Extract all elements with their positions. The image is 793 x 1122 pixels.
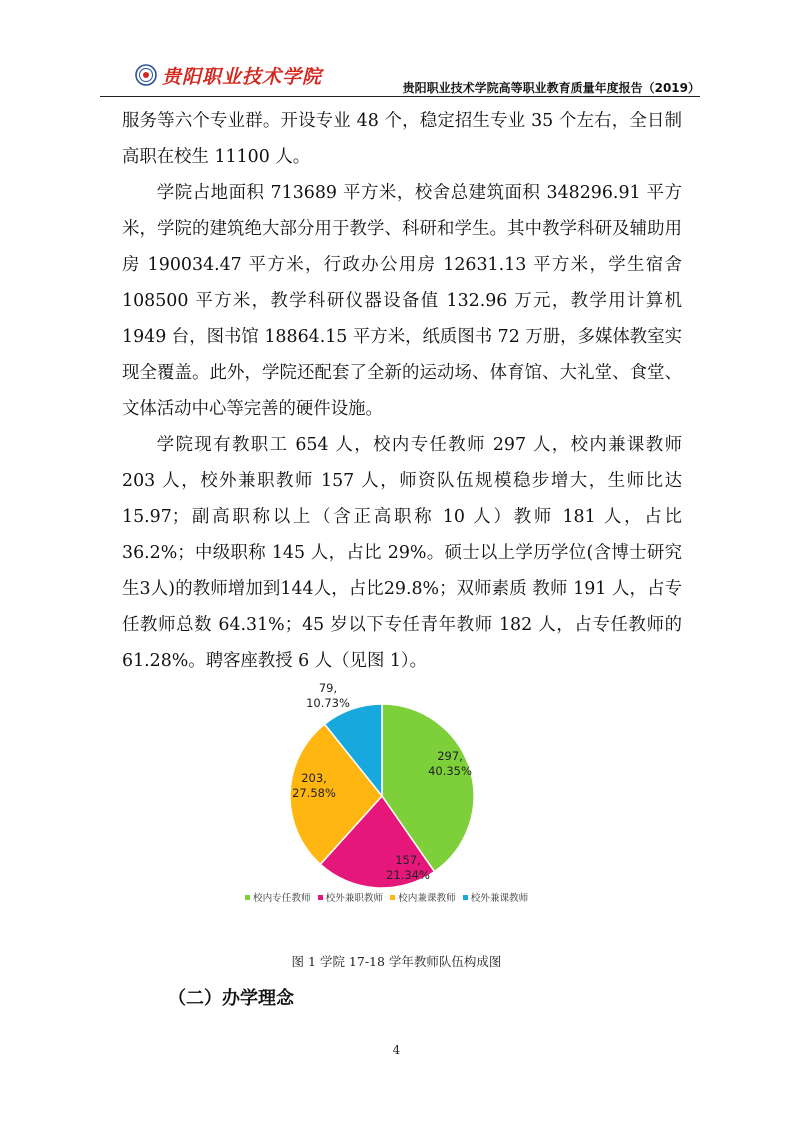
slice-label-line: 10.73% [306, 696, 350, 710]
legend-item [390, 890, 456, 904]
slice-label-line: 297, [437, 749, 463, 763]
legend-item [245, 890, 311, 904]
figure-caption: 图 1 学院 17-18 学年教师队伍构成图 [291, 954, 502, 969]
legend-label: 校内专任教师 [253, 893, 311, 904]
paragraph-campus-facilities: 学院占地面积 713689 平方米，校舍总建筑面积 348296.91 平方米，学院的建筑绝大部分用于教学、科研和学生。其中教学科研及辅助用房 190034.47 平方米，行政办公用房 12631.13 平方米，学生宿舍 108500 平方米，教学科研仪器设备值 132.96 万元，教学用计算机 1949 台，图书馆 18864.15 平方米，纸质图书 72 万册，多媒体教室实现全覆盖。此外，学院还配套了全新的运动场、体育馆、大礼堂、食堂、文体活动中心等完善的硬件设施。 [122, 183, 682, 419]
legend-label: 校内兼课教师 [398, 893, 456, 904]
legend-item [463, 890, 529, 904]
paragraph-faculty: 学院现有教职工 654 人，校内专任教师 297 人，校内兼课教师 203 人，校外兼职教师 157 人，师资队伍规模稳步增大，生师比达 15.97；副高职称以上（含正高职称 10 人）教师 181 人，占比 36.2%；中级职称 145 人，占比 29%。硕士以上学历学位(含博士研究生3人)的教师增加到144人，占比29.8%；双师素质 教师 191 人，占专任教师总数 64.31%；45 岁以下专任青年教师 182 人，占专任教师的 61.28%。聘客座教授 6 人（见图 1）。 [122, 435, 682, 671]
slice-label-line: 157, [395, 853, 421, 867]
body-text [122, 103, 682, 679]
slice-label-line: 40.35% [428, 764, 472, 778]
slice-label [306, 681, 350, 710]
chart-legend [245, 890, 565, 904]
slice-label-line: 21.34% [386, 868, 430, 882]
college-emblem-icon [135, 64, 157, 86]
legend-label: 校外兼课教师 [470, 893, 529, 904]
page-header [100, 58, 700, 98]
paragraph-continuation: 服务等六个专业群。开设专业 48 个，稳定招生专业 35 个左右，全日制高职在校生 11100 人。 [122, 111, 682, 167]
legend-swatch [390, 895, 395, 900]
college-logo-text: 贵阳职业技术学院 [162, 66, 323, 88]
faculty-pie-chart [240, 672, 560, 922]
header-divider [100, 96, 700, 97]
legend-swatch [318, 895, 323, 900]
slice-label-line: 203, [301, 771, 327, 785]
legend-label: 校外兼职教师 [325, 893, 384, 904]
legend-swatch [463, 895, 468, 900]
legend-item [318, 890, 384, 904]
report-title: 贵阳职业技术学院高等职业教育质量年度报告（2019） [402, 81, 700, 95]
slice-label-line: 79, [318, 681, 338, 695]
page-number: 4 [392, 1043, 401, 1057]
legend-swatch [245, 895, 250, 900]
section-heading: （二）办学理念 [168, 988, 294, 1009]
slice-label-line: 27.58% [292, 786, 336, 800]
